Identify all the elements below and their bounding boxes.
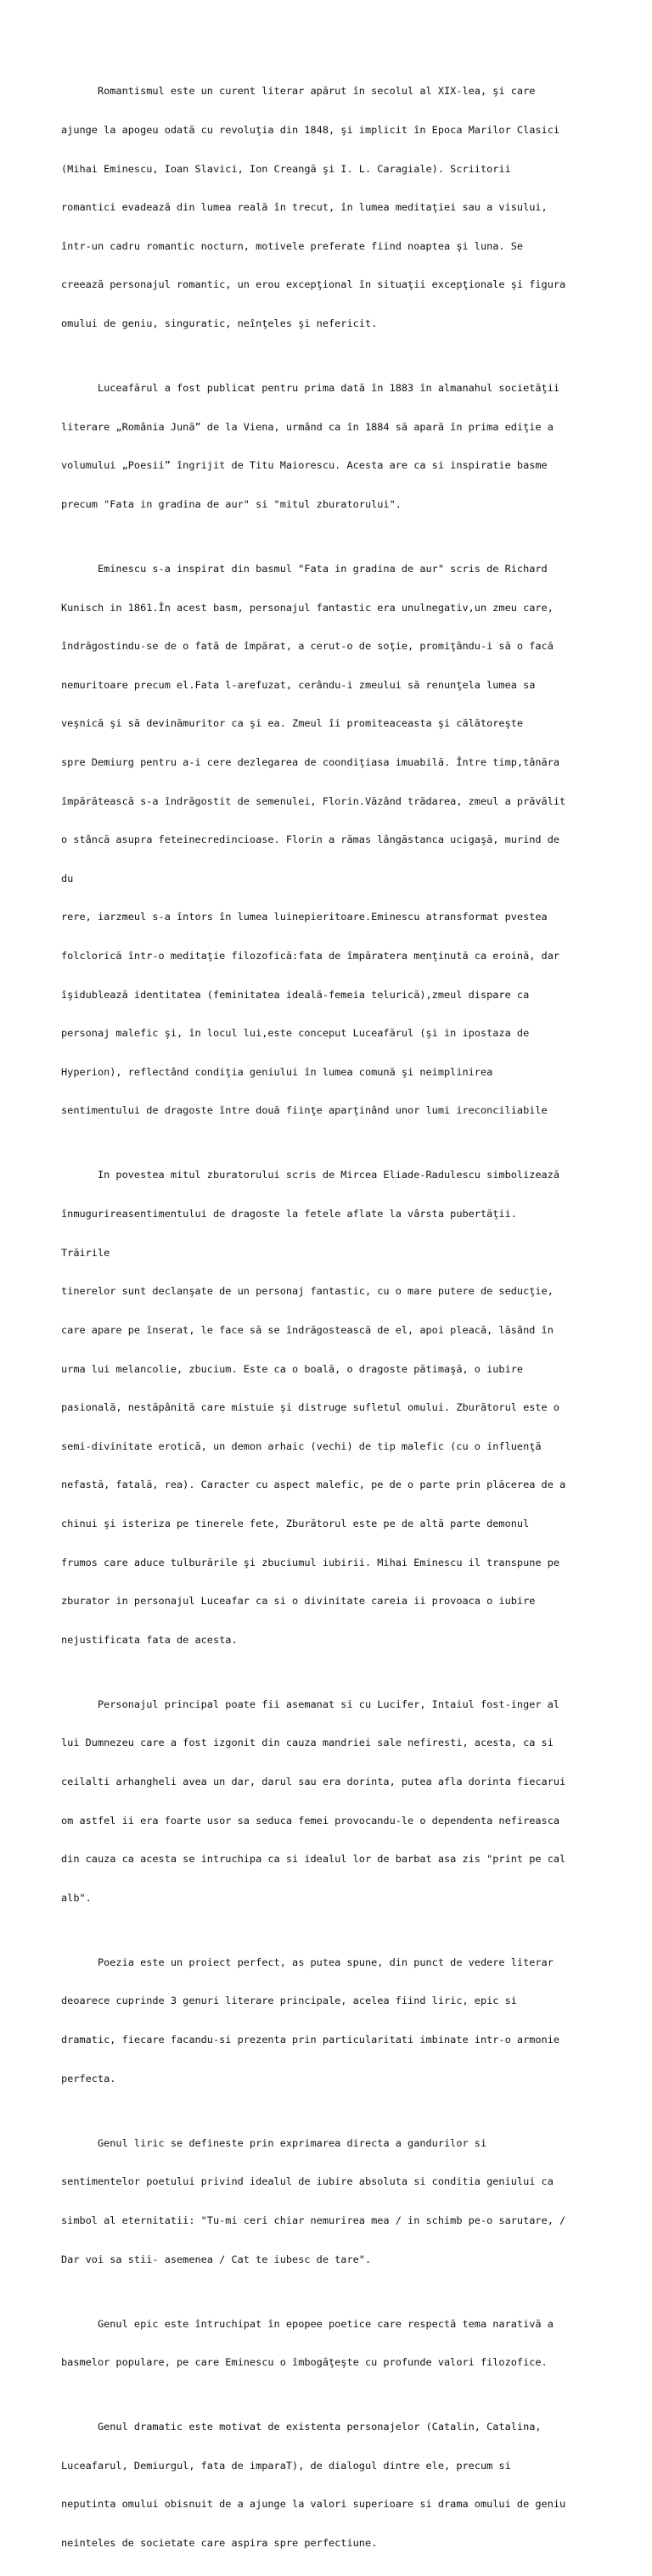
text-line: omului de geniu, singuratic, neînţeles şi nefericit. (61, 317, 378, 330)
paragraph-9 (61, 2395, 621, 2576)
paragraph-7 (61, 2111, 621, 2292)
text-line: Luceafărul a fost publicat pentru prima dată în 1883 în almanahul societăţii (61, 382, 560, 395)
text-line: tinerelor sunt declanşate de un personaj fantastic, cu o mare putere de seducţie, (61, 1285, 554, 1298)
text-line: Hyperion), reflectând condiţia geniului în lumea comună şi neimplinirea (61, 1065, 493, 1078)
text-line: spre Demiurg pentru a-i cere dezlegarea de coondiţiasa imuabilă. Între timp,tânăra (61, 755, 560, 768)
text-line: In povestea mitul zburatorului scris de Mircea Eliade-Radulescu simbolizează (61, 1169, 560, 1181)
text-line: volumului „Poesii” îngrijit de Titu Maiorescu. Acesta are ca si inspiratie basme (61, 459, 548, 472)
text-line: du (61, 872, 74, 884)
text-line: sentimentului de dragoste între două fiinţe aparţinând unor lumi ireconciliabile (61, 1104, 548, 1117)
text-line: Personajul principal poate fii asemanat si cu Lucifer, Intaiul fost-inger al (61, 1698, 560, 1710)
text-line: Dar voi sa stii- asemenea / Cat te iubesc de tare". (61, 2253, 372, 2265)
text-line: creează personajul romantic, un erou excepţional în situaţii excepţionale şi figura (61, 278, 566, 291)
text-line: Luceafarul, Demiurgul, fata de imparaT), de dialogul dintre ele, precum si (61, 2459, 511, 2472)
document-body (61, 59, 621, 2576)
text-line: personaj malefic şi, în locul lui,este conceput Luceafărul (şi in ipostaza de (61, 1027, 530, 1040)
text-line: Genul dramatic este motivat de existenta personajelor (Catalin, Catalina, (61, 2421, 542, 2433)
paragraph-1 (61, 59, 621, 356)
text-line: nejustificata fata de acesta. (61, 1633, 238, 1646)
text-line: neinteles de societate care aspira spre perfectiune. (61, 2537, 378, 2549)
paragraph-2 (61, 356, 621, 537)
text-line: îşidublează identitatea (feminitatea ideală-femeia telurică),zmeul dispare ca (61, 988, 530, 1001)
text-line: (Mihai Eminescu, Ioan Slavici, Ion Creangă şi I. L. Caragiale). Scriitorii (61, 162, 511, 175)
text-line: Genul liric se defineste prin exprimarea directa a gandurilor si (61, 2136, 487, 2149)
text-line: rere, iarzmeul s-a întors în lumea luinepieritoare.Eminescu atransformat pvestea (61, 911, 548, 923)
text-line: pasională, nestăpânită care mistuie şi distruge sufletul omului. Zburătorul este o (61, 1401, 560, 1414)
text-line: perfecta. (61, 2072, 116, 2085)
text-line: chinui şi isteriza pe tinerele fete, Zburătorul este pe de altă parte demonul (61, 1517, 530, 1529)
text-line: îndrăgostindu-se de o fată de împărat, a cerut-o de soţie, promiţându-i să o facă (61, 640, 554, 653)
text-line: literare „România Jună” de la Viena, urmând ca în 1884 să apară în prima ediţie a (61, 420, 554, 433)
paragraph-6 (61, 1930, 621, 2111)
text-line: sentimentelor poetului privind idealul de iubire absoluta si conditia geniului ca (61, 2175, 554, 2188)
text-line: Trăirile (61, 1246, 110, 1259)
paragraph-4 (61, 1143, 621, 1672)
text-line: alb". (61, 1891, 92, 1904)
text-line: împărătească s-a îndrăgostit de semenulei, Florin.Văzând trădarea, zmeul a prăvălit (61, 794, 566, 807)
text-line: nefastă, fatală, rea). Caracter cu aspect malefic, pe de o parte prin plăcerea de a (61, 1479, 566, 1491)
text-line: într-un cadru romantic nocturn, motivele preferate fiind noaptea şi luna. Se (61, 239, 524, 252)
text-line: basmelor populare, pe care Eminescu o îmbogăţeşte cu profunde valori filozofice. (61, 2356, 548, 2369)
text-line: ceilalti arhangheli avea un dar, darul sau era dorinta, putea afla dorinta fiecarui (61, 1776, 566, 1788)
text-line: Kunisch in 1861.În acest basm, personajul fantastic era unulnegativ,un zmeu care, (61, 601, 554, 614)
text-line: om astfel ii era foarte usor sa seduca femei provocandu-le o dependenta nefireasca (61, 1814, 560, 1827)
text-line: Genul epic este întruchipat în epopee poetice care respectă tema narativă a (61, 2317, 554, 2330)
text-line: neputinta omului obisnuit de a ajunge la valori superioare si drama omului de geniu (61, 2498, 566, 2511)
paragraph-3 (61, 537, 621, 1144)
text-line: precum "Fata in gradina de aur" si "mitul zburatorului". (61, 497, 402, 510)
text-line: o stâncă asupra feteinecredincioase. Florin a rămas lângăstanca ucigaşă, murind de (61, 833, 560, 846)
text-line: semi-divinitate erotică, un demon arhaic (vechi) de tip malefic (cu o influenţă (61, 1440, 542, 1452)
text-line: dramatic, fiecare facandu-si prezenta prin particularitati imbinate intr-o armonie (61, 2034, 560, 2046)
text-line: care apare pe înserat, le face să se îndrăgostească de el, apoi pleacă, lăsând în (61, 1323, 554, 1336)
text-line: frumos care aduce tulburările şi zbuciumul iubirii. Mihai Eminescu il transpune pe (61, 1556, 560, 1569)
text-line: folclorică într-o meditaţie filozofică:fata de împăratera menţinută ca eroină, dar (61, 950, 560, 962)
text-line: Romantismul este un curent literar apărut în secolul al XIX-lea, şi care (61, 85, 536, 98)
text-line: ajunge la apogeu odată cu revoluţia din 1848, şi implicit în Epoca Marilor Clasici (61, 124, 560, 137)
text-line: deoarece cuprinde 3 genuri literare principale, acelea fiind liric, epic si (61, 1995, 517, 2007)
text-line: veşnică şi să devinămuritor ca şi ea. Zmeul îi promiteaceasta şi călătoreşte (61, 717, 524, 730)
text-line: din cauza ca acesta se intruchipa ca si idealul lor de barbat asa zis "print pe cal (61, 1853, 566, 1866)
text-line: romantici evadează din lumea reală în trecut, în lumea meditaţiei sau a visului, (61, 201, 548, 214)
text-line: urma lui melancolie, zbucium. Este ca o boală, o dragoste pătimaşă, o iubire (61, 1362, 524, 1375)
paragraph-5 (61, 1672, 621, 1930)
text-line: Poezia este un proiect perfect, as putea spune, din punct de vedere literar (61, 1956, 554, 1968)
text-line: nemuritoare precum el.Fata l-arefuzat, cerându-i zmeului să renunţela lumea sa (61, 678, 536, 691)
text-line: lui Dumnezeu care a fost izgonit din cauza mandriei sale nefiresti, acesta, ca si (61, 1737, 554, 1749)
paragraph-8 (61, 2292, 621, 2395)
text-line: Eminescu s-a inspirat din basmul "Fata in gradina de aur" scris de Richard (61, 562, 548, 575)
text-line: înmugurireasentimentului de dragoste la fetele aflate la vârsta pubertăţii. (61, 1208, 517, 1221)
text-line: zburator in personajul Luceafar ca si o divinitate careia ii provoaca o iubire (61, 1595, 536, 1608)
text-line: simbol al eternitatii: "Tu-mi ceri chiar nemurirea mea / in schimb pe-o sarutare, / (61, 2214, 566, 2226)
